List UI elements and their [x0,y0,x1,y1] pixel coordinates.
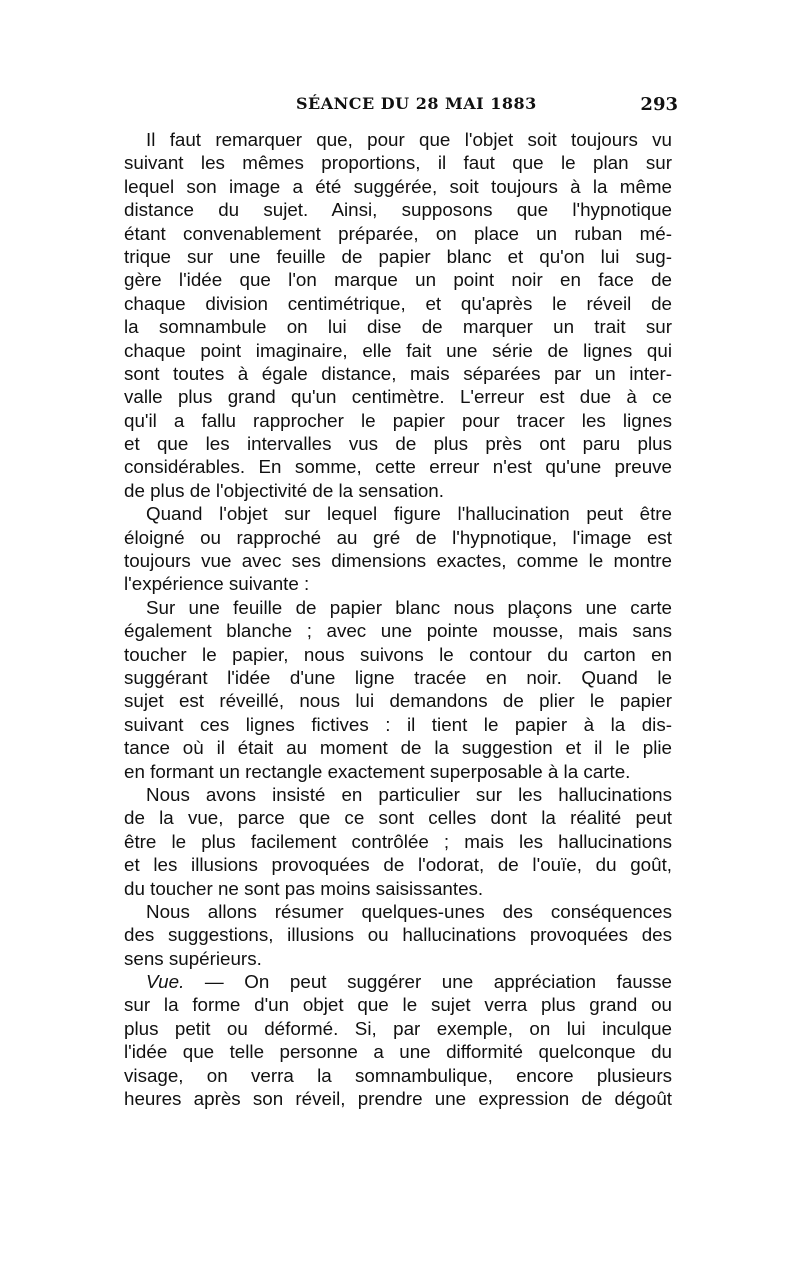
text-line: suivant ces lignes fictives : il tient le papier à la dis- [124,713,672,735]
text-line: trique sur une feuille de papier blanc et qu'on lui sug- [124,245,672,267]
text-line: de la vue, parce que ce sont celles dont la réalité peut [124,807,672,829]
text-line: des suggestions, illusions ou hallucinations provoquées des [124,924,672,946]
text-line: tance où il était au moment de la suggestion et il le plie [124,737,672,759]
text-line: Nous avons insisté en particulier sur les hallucinations [146,783,672,805]
text-line: sens supérieurs. [124,947,262,969]
running-header [296,94,680,120]
text-line: l'idée que telle personne a une difformité quelconque du [124,1041,672,1063]
header-title: SÉANCE DU 28 MAI 1883 [296,94,537,113]
text-line: sont toutes à égale distance, mais séparées par un inter- [124,362,672,384]
text-line: sujet est réveillé, nous lui demandons de plier le papier [124,690,672,712]
text-line: être le plus facilement contrôlée ; mais les hallucinations [124,830,672,852]
text-line: et que les intervalles vus de plus près ont paru plus [124,433,672,455]
text-line: sur la forme d'un objet que le sujet verra plus grand ou [124,994,672,1016]
text-line: suivant les mêmes proportions, il faut que le plan sur [124,152,672,174]
text-line: de plus de l'objectivité de la sensation. [124,479,444,501]
body-text [124,128,672,1110]
text-line: la somnambule on lui dise de marquer un trait sur [124,316,672,338]
text-line: visage, on verra la somnambulique, encore plusieurs [124,1064,672,1086]
text-line: valle plus grand qu'un centimètre. L'erreur est due à ce [124,386,672,408]
text-line: étant convenablement préparée, on place un ruban mé- [124,222,672,244]
text-line-vue [124,970,672,993]
vue-label: Vue. [146,971,185,993]
text-line: plus petit ou déformé. Si, par exemple, on lui inculque [124,1017,672,1039]
text-line: Nous allons résumer quelques-unes des conséquences [146,900,672,922]
text-line: lequel son image a été suggérée, soit toujours à la même [124,175,672,197]
text-line: qu'il a fallu rapprocher le papier pour tracer les lignes [124,409,672,431]
text-line: chaque division centimétrique, et qu'après le réveil de [124,292,672,314]
text-line: Il faut remarquer que, pour que l'objet soit toujours vu [146,129,672,150]
text-line: l'expérience suivante : [124,573,310,595]
text-line: également blanche ; avec une pointe mousse, mais sans [124,620,672,642]
text-line: Quand l'objet sur lequel figure l'hallucination peut être [146,503,672,525]
text-line: considérables. En somme, cette erreur n'est qu'une preuve [124,456,672,478]
text-line: en formant un rectangle exactement superposable à la carte. [124,760,631,782]
text-line: gère l'idée que l'on marque un point noir en face de [124,269,672,291]
text-line: suggérant l'idée d'une ligne tracée en noir. Quand le [124,666,672,688]
text-line: et les illusions provoquées de l'odorat, de l'ouïe, du goût, [124,854,672,876]
page-number: 293 [640,94,678,115]
text-line: du toucher ne sont pas moins saisissantes. [124,877,484,899]
text-line: Sur une feuille de papier blanc nous plaçons une carte [146,596,672,618]
text-line: chaque point imaginaire, elle fait une série de lignes qui [124,339,672,361]
text-line: éloigné ou rapproché au gré de l'hypnotique, l'image est [124,526,672,548]
vue-text: — On peut suggérer une appréciation fausse [204,971,673,993]
text-line: toucher le papier, nous suivons le contour du carton en [124,643,672,665]
text-line: toujours vue avec ses dimensions exactes, comme le montre [124,550,672,572]
text-line: heures après son réveil, prendre une expression de dégoût [124,1088,672,1110]
text-line: distance du sujet. Ainsi, supposons que l'hypnotique [124,199,672,221]
